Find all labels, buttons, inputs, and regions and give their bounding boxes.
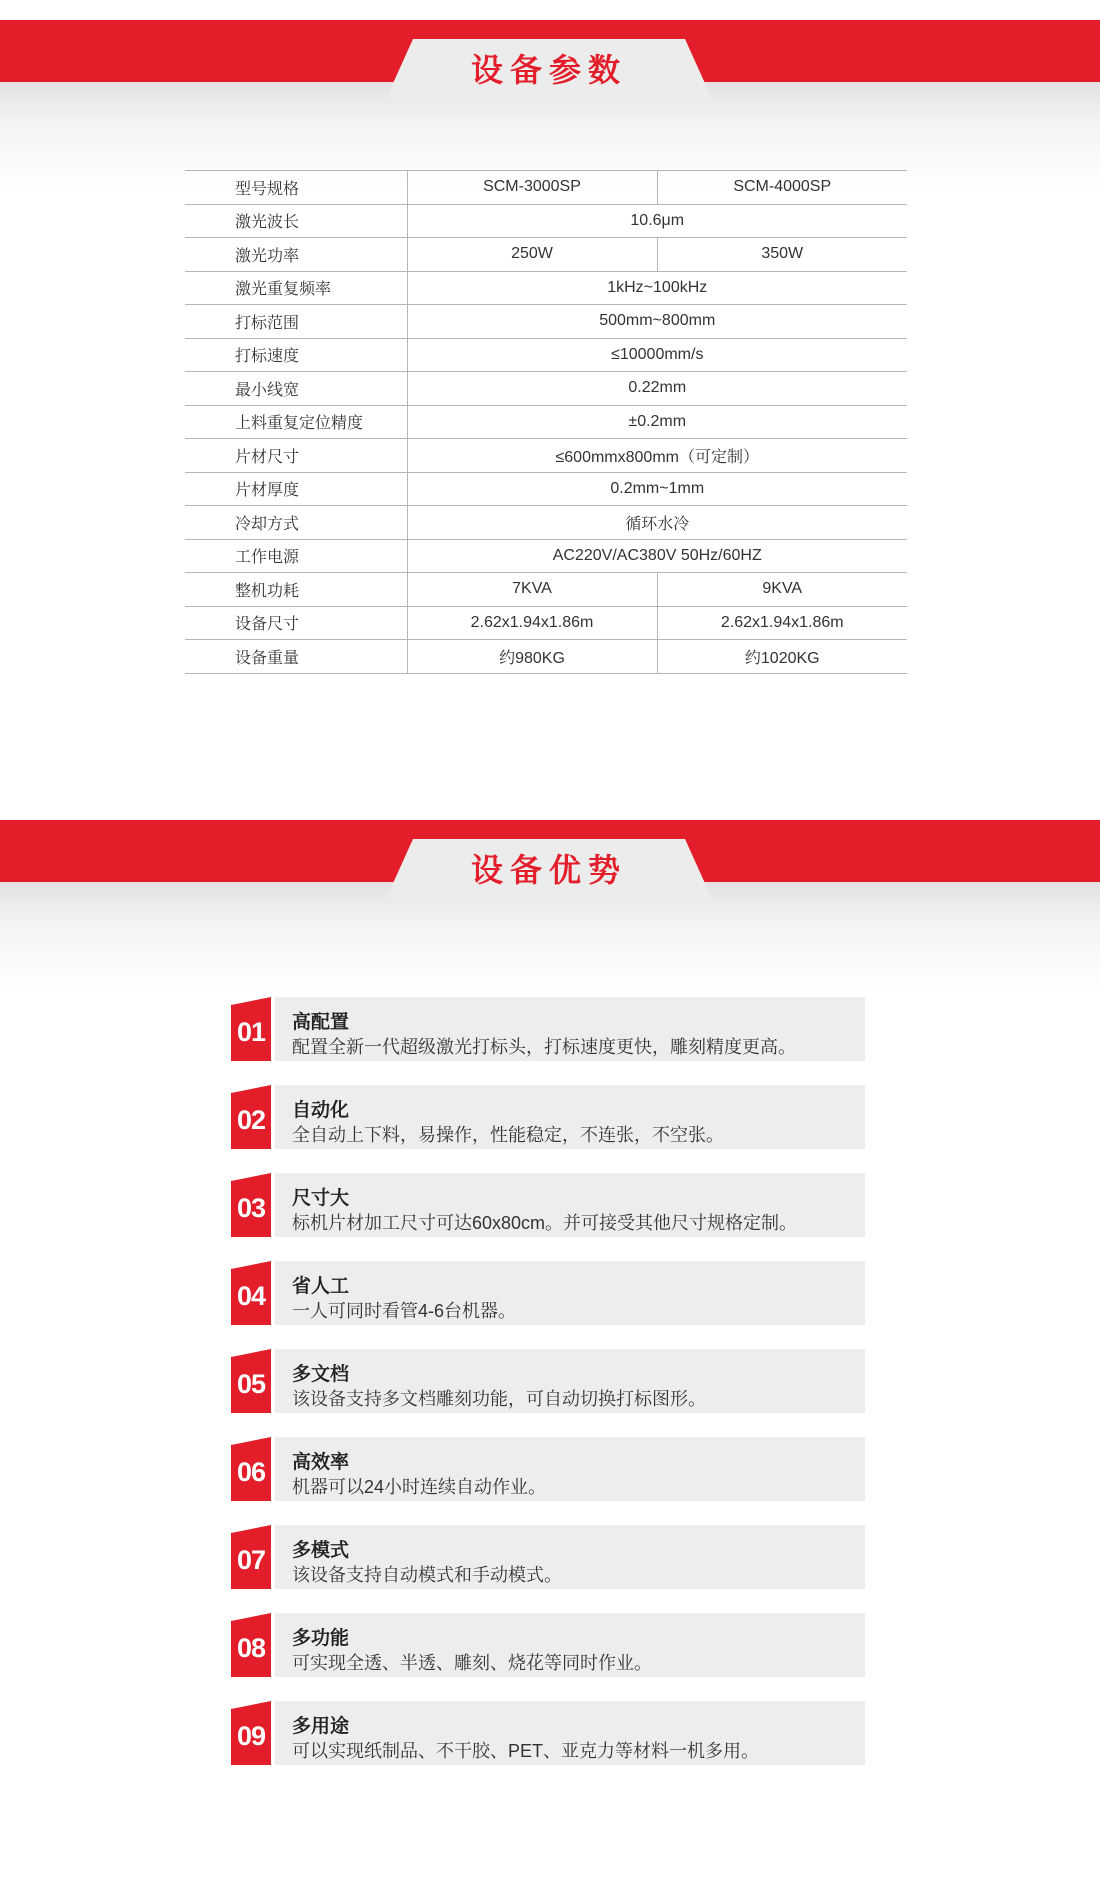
spec-value: 7KVA <box>407 573 657 607</box>
spec-value: 2.62x1.94x1.86m <box>657 606 907 640</box>
advantage-desc: 该设备支持自动模式和手动模式。 <box>292 1565 562 1585</box>
spec-value: 0.2mm~1mm <box>407 472 907 506</box>
advantage-box <box>275 1349 865 1413</box>
advantage-box <box>275 1085 865 1149</box>
advantage-number: 07 <box>236 1545 266 1575</box>
advantage-title: 自动化 <box>292 1100 350 1121</box>
advantage-desc: 一人可同时看管4-6台机器。 <box>292 1301 517 1321</box>
advantage-item <box>231 1349 865 1413</box>
spec-label: 激光功率 <box>185 238 407 272</box>
spec-row <box>185 539 907 573</box>
spec-value: 2.62x1.94x1.86m <box>407 606 657 640</box>
advantage-desc: 配置全新一代超级激光打标头，打标速度更快，雕刻精度更高。 <box>292 1037 796 1057</box>
advantage-desc: 可以实现纸制品、不干胶、PET、亚克力等材料一机多用。 <box>292 1741 760 1761</box>
advantage-item <box>231 1613 865 1677</box>
spec-row <box>185 171 907 205</box>
advantage-box <box>275 997 865 1061</box>
advantage-item <box>231 997 865 1061</box>
advantages-banner <box>0 820 1100 990</box>
spec-label: 上料重复定位精度 <box>185 405 407 439</box>
spec-value: 500mm~800mm <box>407 305 907 339</box>
spec-value: 约1020KG <box>657 640 907 674</box>
spec-value: AC220V/AC380V 50Hz/60HZ <box>407 539 907 573</box>
spec-label: 设备重量 <box>185 640 407 674</box>
advantage-item <box>231 1701 865 1765</box>
spec-row <box>185 405 907 439</box>
spec-label: 片材厚度 <box>185 472 407 506</box>
spec-label: 设备尺寸 <box>185 606 407 640</box>
spec-value: SCM-4000SP <box>657 171 907 205</box>
spec-label: 型号规格 <box>185 171 407 205</box>
spec-row <box>185 640 907 674</box>
advantage-desc: 可实现全透、半透、雕刻、烧花等同时作业。 <box>292 1653 652 1673</box>
advantage-number: 02 <box>236 1105 266 1135</box>
advantage-box <box>275 1173 865 1237</box>
advantage-item <box>231 1525 865 1589</box>
spec-row <box>185 439 907 473</box>
advantage-title: 多用途 <box>292 1716 350 1737</box>
advantage-desc: 机器可以24小时连续自动作业。 <box>292 1477 547 1497</box>
advantage-item <box>231 1085 865 1149</box>
advantage-number: 05 <box>236 1369 266 1399</box>
advantage-number: 06 <box>236 1457 266 1487</box>
spec-row <box>185 271 907 305</box>
spec-value: ≤10000mm/s <box>407 338 907 372</box>
advantage-desc: 该设备支持多文档雕刻功能，可自动切换打标图形。 <box>292 1389 706 1409</box>
spec-value: ±0.2mm <box>407 405 907 439</box>
advantage-title: 尺寸大 <box>292 1188 350 1209</box>
spec-label: 片材尺寸 <box>185 439 407 473</box>
spec-row <box>185 472 907 506</box>
advantage-item <box>231 1261 865 1325</box>
spec-label: 打标速度 <box>185 338 407 372</box>
spec-value: 9KVA <box>657 573 907 607</box>
advantage-title: 省人工 <box>292 1276 350 1297</box>
advantage-box <box>275 1437 865 1501</box>
spec-label: 冷却方式 <box>185 506 407 540</box>
spec-row <box>185 305 907 339</box>
advantage-box <box>275 1261 865 1325</box>
advantages-section-title: 设备优势 <box>470 852 627 888</box>
spec-value: 循环水冷 <box>407 506 907 540</box>
advantage-box <box>275 1525 865 1589</box>
advantage-number: 01 <box>236 1017 266 1047</box>
spec-label: 整机功耗 <box>185 573 407 607</box>
params-banner <box>0 20 1100 190</box>
advantage-title: 多模式 <box>292 1540 350 1561</box>
spec-table <box>185 170 907 674</box>
advantage-number: 03 <box>236 1193 266 1223</box>
advantage-desc: 标机片材加工尺寸可达60x80cm。并可接受其他尺寸规格定制。 <box>292 1213 798 1233</box>
spec-label: 打标范围 <box>185 305 407 339</box>
advantage-title: 高配置 <box>292 1012 350 1033</box>
spec-value: SCM-3000SP <box>407 171 657 205</box>
advantage-item <box>231 1437 865 1501</box>
advantage-title: 多功能 <box>292 1628 350 1649</box>
advantage-box <box>275 1701 865 1765</box>
spec-label: 激光波长 <box>185 204 407 238</box>
spec-value: 250W <box>407 238 657 272</box>
advantage-title: 多文档 <box>292 1364 350 1385</box>
spec-row <box>185 204 907 238</box>
spec-label: 最小线宽 <box>185 372 407 406</box>
advantage-number: 09 <box>236 1721 266 1751</box>
spec-value: 约980KG <box>407 640 657 674</box>
advantage-box <box>275 1613 865 1677</box>
params-section-title: 设备参数 <box>470 52 627 88</box>
spec-value: 1kHz~100kHz <box>407 271 907 305</box>
spec-value: 10.6μm <box>407 204 907 238</box>
advantage-item <box>231 1173 865 1237</box>
spec-value: 0.22mm <box>407 372 907 406</box>
spec-row <box>185 606 907 640</box>
advantage-number: 08 <box>236 1633 266 1663</box>
spec-row <box>185 338 907 372</box>
spec-row <box>185 506 907 540</box>
spec-row <box>185 238 907 272</box>
spec-label: 激光重复频率 <box>185 271 407 305</box>
spec-label: 工作电源 <box>185 539 407 573</box>
spec-row <box>185 372 907 406</box>
spec-value: 350W <box>657 238 907 272</box>
advantage-number: 04 <box>236 1281 266 1311</box>
advantage-title: 高效率 <box>292 1452 350 1473</box>
advantage-desc: 全自动上下料，易操作，性能稳定，不连张，不空张。 <box>292 1125 724 1145</box>
spec-row <box>185 573 907 607</box>
spec-value: ≤600mmx800mm（可定制） <box>407 439 907 473</box>
